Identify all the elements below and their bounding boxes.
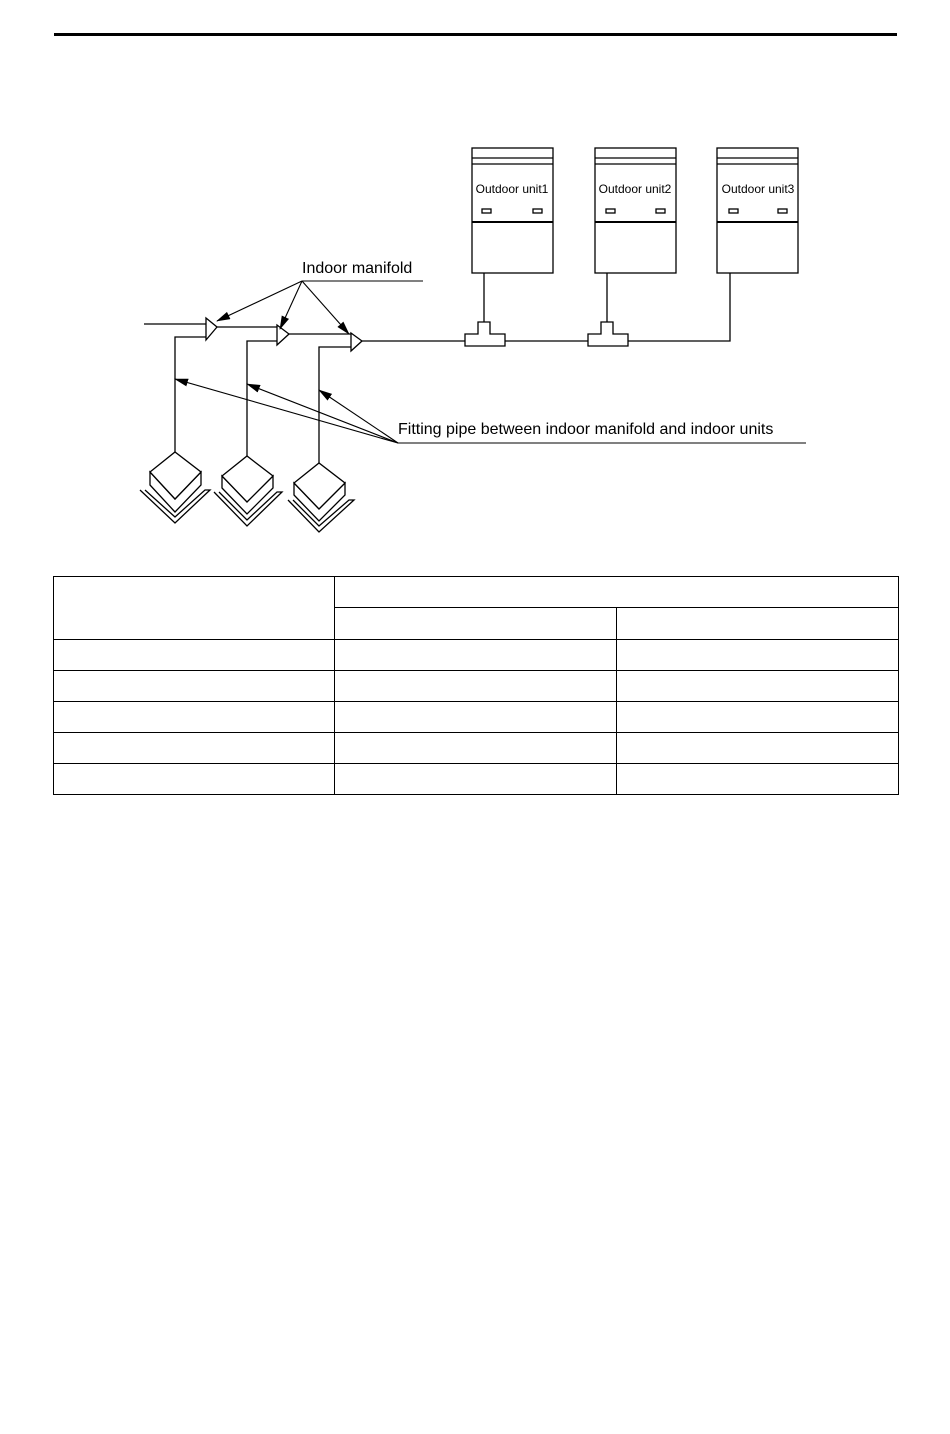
table-row xyxy=(54,733,899,764)
table-cell xyxy=(54,702,335,733)
vent-slot-icon xyxy=(606,209,615,213)
table-row xyxy=(54,640,899,671)
indoor-manifold-callout xyxy=(217,260,423,334)
table-cell xyxy=(617,764,899,795)
indoor-manifold xyxy=(144,318,362,463)
outdoor-unit-3 xyxy=(717,148,798,273)
tee-joint-1 xyxy=(465,322,505,346)
outdoor-piping xyxy=(362,273,730,346)
table-cell xyxy=(54,671,335,702)
table-row xyxy=(54,671,899,702)
vent-slot-icon xyxy=(778,209,787,213)
table-cell xyxy=(617,702,899,733)
table-cell xyxy=(335,702,617,733)
fitting-pipe-callout xyxy=(175,379,806,443)
table-cell xyxy=(54,733,335,764)
table-header-group xyxy=(335,577,899,608)
outdoor-unit-3-label: Outdoor unit3 xyxy=(721,182,795,196)
table-row xyxy=(54,702,899,733)
manifold-header-2 xyxy=(277,325,289,345)
manifold-header-3 xyxy=(351,333,362,351)
vent-slot-icon xyxy=(482,209,491,213)
fitting-pipe-label: Fitting pipe between indoor manifold and indoor units xyxy=(398,421,774,438)
outdoor-unit-2-label: Outdoor unit2 xyxy=(598,182,672,196)
table-subheader-cell xyxy=(335,608,617,640)
vent-slot-icon xyxy=(729,209,738,213)
indoor-manifold-label: Indoor manifold xyxy=(302,260,413,277)
tee-joint-2 xyxy=(588,322,628,346)
table-header-row xyxy=(54,577,899,608)
table-cell xyxy=(54,640,335,671)
manifold-header-1 xyxy=(206,318,217,340)
table-row xyxy=(54,764,899,795)
indoor-unit-2 xyxy=(214,456,282,526)
table-cell xyxy=(54,764,335,795)
spec-table xyxy=(53,576,899,795)
indoor-unit-1 xyxy=(140,452,210,523)
vent-slot-icon xyxy=(533,209,542,213)
table-header-main xyxy=(54,577,335,640)
table-cell xyxy=(335,733,617,764)
vent-slot-icon xyxy=(656,209,665,213)
table-cell xyxy=(335,764,617,795)
table-cell xyxy=(617,733,899,764)
outdoor-unit-2 xyxy=(595,148,676,273)
outdoor-unit-1-label: Outdoor unit1 xyxy=(475,182,549,196)
piping-diagram xyxy=(0,0,950,560)
table-subheader-cell xyxy=(617,608,899,640)
table-cell xyxy=(335,640,617,671)
table-cell xyxy=(335,671,617,702)
outdoor-unit-1 xyxy=(472,148,553,273)
table-cell xyxy=(617,671,899,702)
indoor-unit-3 xyxy=(288,463,354,532)
table-cell xyxy=(617,640,899,671)
